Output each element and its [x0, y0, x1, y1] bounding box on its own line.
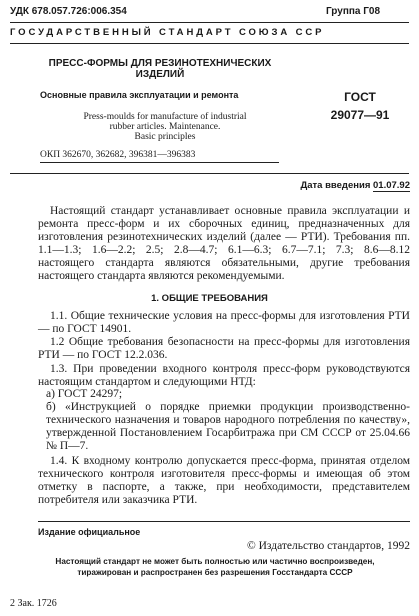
intro-paragraph: Настоящий стандарт устанавливает основные правила эксплуатации и ремонта пресс-форм и их сборочных единиц, предназначенных для изготовления резинотехнических изделий (далее — РТИ). Требования пп. 1.1—1.3; 1.6—2.2; 2.5; 2.8—4.7; 6.1—6.3; 6.7—7.1; 7.3; 8.6—8.12 настоящего стандарта являются обязательными, другие требования настоящего стандарта являются рекомендуемыми. [38, 205, 410, 282]
document-subtitle: Основные правила эксплуатации и ремонта [40, 90, 239, 100]
notice-line-2: тиражирован и распространен без разрешения Госстандарта СССР [77, 568, 353, 577]
paragraph-1-1: 1.1. Общие технические условия на пресс-формы для изготовления РТИ — по ГОСТ 14901. [38, 310, 410, 335]
english-line-3: Basic principles [134, 132, 196, 142]
effective-date-label: Дата введения [300, 180, 374, 191]
official-edition: Издание официальное [38, 527, 141, 537]
okp-codes: ОКП 362670, 362682, 396381—396383 [40, 150, 196, 160]
paragraph-1-3: 1.3. При проведении входного контроля пресс-форм руководствуются настоящим стандартом и следующими НТД: [38, 363, 410, 388]
effective-date [260, 180, 410, 191]
title-rule [40, 162, 279, 163]
list-item-a: а) ГОСТ 24297; [46, 388, 123, 400]
gost-label: ГОСТ [344, 90, 376, 104]
header-bottom-rule [10, 173, 409, 174]
english-title [40, 112, 290, 142]
document-title [40, 58, 280, 80]
copyright: © Издательство стандартов, 1992 [246, 540, 410, 552]
reproduction-notice [20, 556, 410, 578]
print-order: 2 Зак. 1726 [10, 598, 57, 609]
gost-number: 29077—91 [330, 108, 390, 122]
list-item-b: б) «Инструкцией о порядке приемки продукции производственно-технического назначения и товаров народного потребления по качеству», утвержденной Постановлением Госарбитража при СМ СССР от 25.04.66 № П—7. [46, 401, 410, 452]
effective-date-value: 01.07.92 [373, 180, 410, 191]
paragraph-1-4: 1.4. К входному контролю допускается пресс-форма, принятая отделом технического контроля изготовителя пресс-формы и имеющая об этом отметку в паспорте, а также, при необходимости, представителем потребителя или заказчика РТИ. [38, 455, 410, 506]
title-line-1: ПРЕСС-ФОРМЫ ДЛЯ РЕЗИНОТЕХНИЧЕСКИХ [48, 58, 272, 69]
footer-rule [38, 521, 410, 522]
english-line-1: Press-moulds for manufacture of industrial [83, 112, 247, 122]
paragraph-1-2: 1.2 Общие требования безопасности на пресс-формы для изготовления РТИ — по ГОСТ 12.2.036. [38, 336, 410, 361]
banner-rule [10, 43, 409, 44]
top-rule [10, 22, 409, 23]
standard-banner: ГОСУДАРСТВЕННЫЙ СТАНДАРТ СОЮЗА ССР [10, 27, 325, 38]
udk-code: УДК 678.057.726:006.354 [10, 6, 127, 17]
group-code: Группа Г08 [326, 6, 381, 17]
notice-line-1: Настоящий стандарт не может быть полностью или частично воспроизведен, [55, 557, 375, 566]
english-line-2: rubber articles. Maintenance. [109, 122, 221, 132]
title-line-2: ИЗДЕЛИЙ [135, 69, 185, 80]
section-heading: 1. ОБЩИЕ ТРЕБОВАНИЯ [151, 293, 268, 304]
gost-designation [320, 88, 400, 124]
